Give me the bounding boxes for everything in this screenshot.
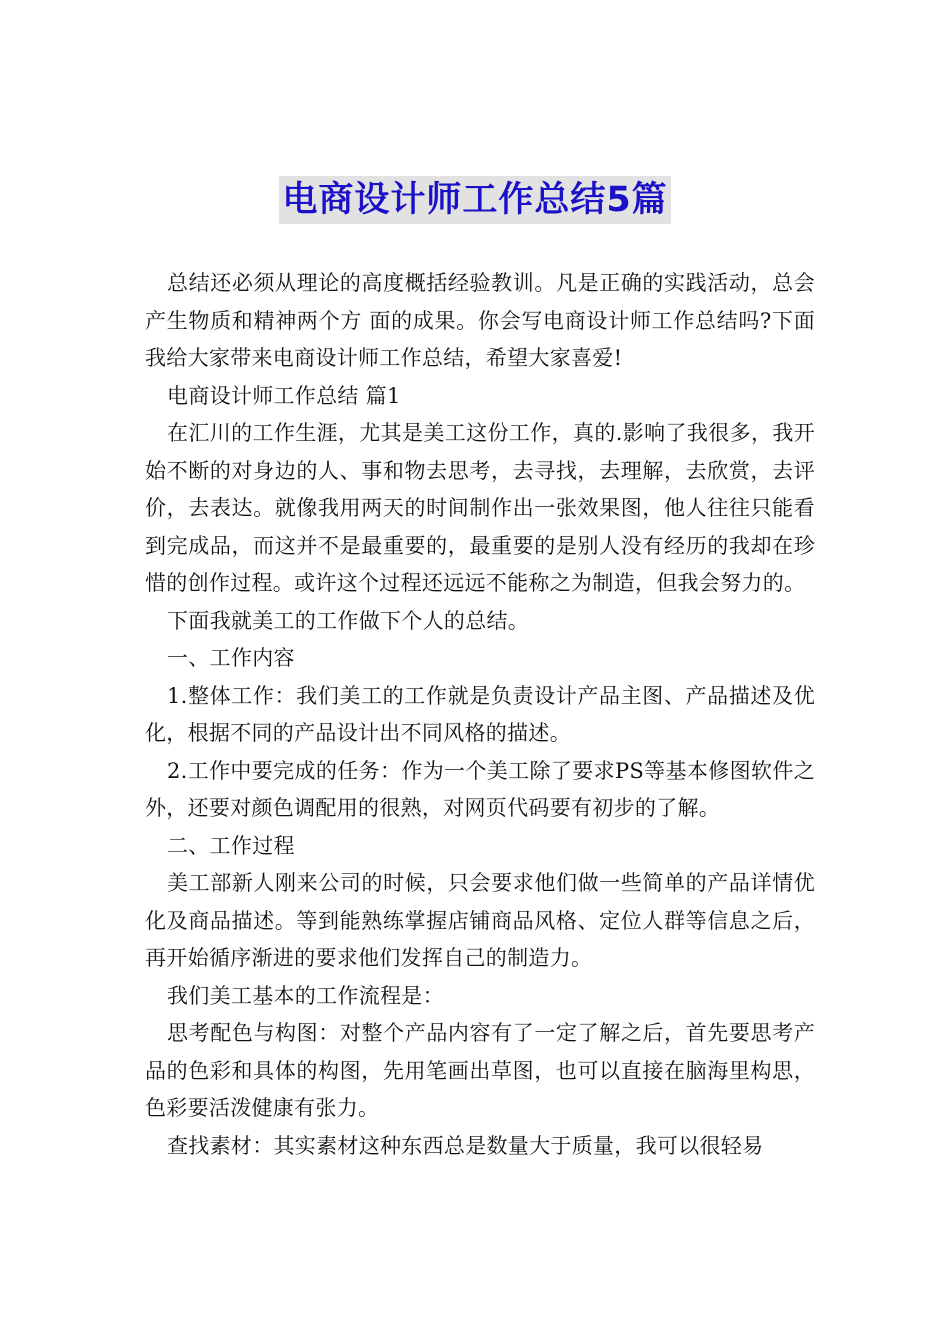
document-body <box>145 265 815 1165</box>
subheading-work-process: 二、工作过程 <box>167 833 295 858</box>
paragraph: 在汇川的工作生涯，尤其是美工这份工作，真的.影响了我很多，我开始不断的对身边的人、事和物去思考，去寻找，去理解，去欣赏，去评价，去表达。就像我用两天的时间制作出一张效果图，他人往往只能看到完成品，而这并不是最重要的，最重要的是别人没有经历的我却在珍惜的创作过程。或许这个过程还远远不能称之为制造，但我会努力的。 <box>145 421 815 595</box>
paragraph: 查找素材：其实素材这种东西总是数量大于质量，我可以很轻易 <box>167 1133 764 1158</box>
paragraph-intro: 总结还必须从理论的高度概括经验教训。凡是正确的实践活动，总会产生物质和精神两个方 面的成果。你会写电商设计师工作总结吗?下面我给大家带来电商设计师工作总结，希望大家喜爱! <box>145 271 815 370</box>
paragraph: 1.整体工作：我们美工的工作就是负责设计产品主图、产品描述及优化，根据不同的产品设计出不同风格的描述。 <box>145 683 815 745</box>
paragraph: 美工部新人刚来公司的时候，只会要求他们做一些简单的产品详情优化及商品描述。等到能熟练掌握店铺商品风格、定位人群等信息之后，再开始循序渐进的要求他们发挥自己的制造力。 <box>145 871 815 970</box>
subheading-work-content: 一、工作内容 <box>167 646 295 670</box>
paragraph: 思考配色与构图：对整个产品内容有了一定了解之后，首先要思考产品的色彩和具体的构图，先用笔画出草图，也可以直接在脑海里构思，色彩要活泼健康有张力。 <box>145 1021 815 1120</box>
title-wrap <box>0 176 950 224</box>
section-heading-1: 电商设计师工作总结 篇1 <box>167 383 401 408</box>
paragraph: 2.工作中要完成的任务：作为一个美工除了要求PS等基本修图软件之外，还要对颜色调配用的很熟，对网页代码要有初步的了解。 <box>145 758 815 820</box>
paragraph: 下面我就美工的工作做下个人的总结。 <box>167 608 530 633</box>
document-title: 电商设计师工作总结5篇 <box>279 176 670 224</box>
paragraph: 我们美工基本的工作流程是： <box>167 983 444 1008</box>
